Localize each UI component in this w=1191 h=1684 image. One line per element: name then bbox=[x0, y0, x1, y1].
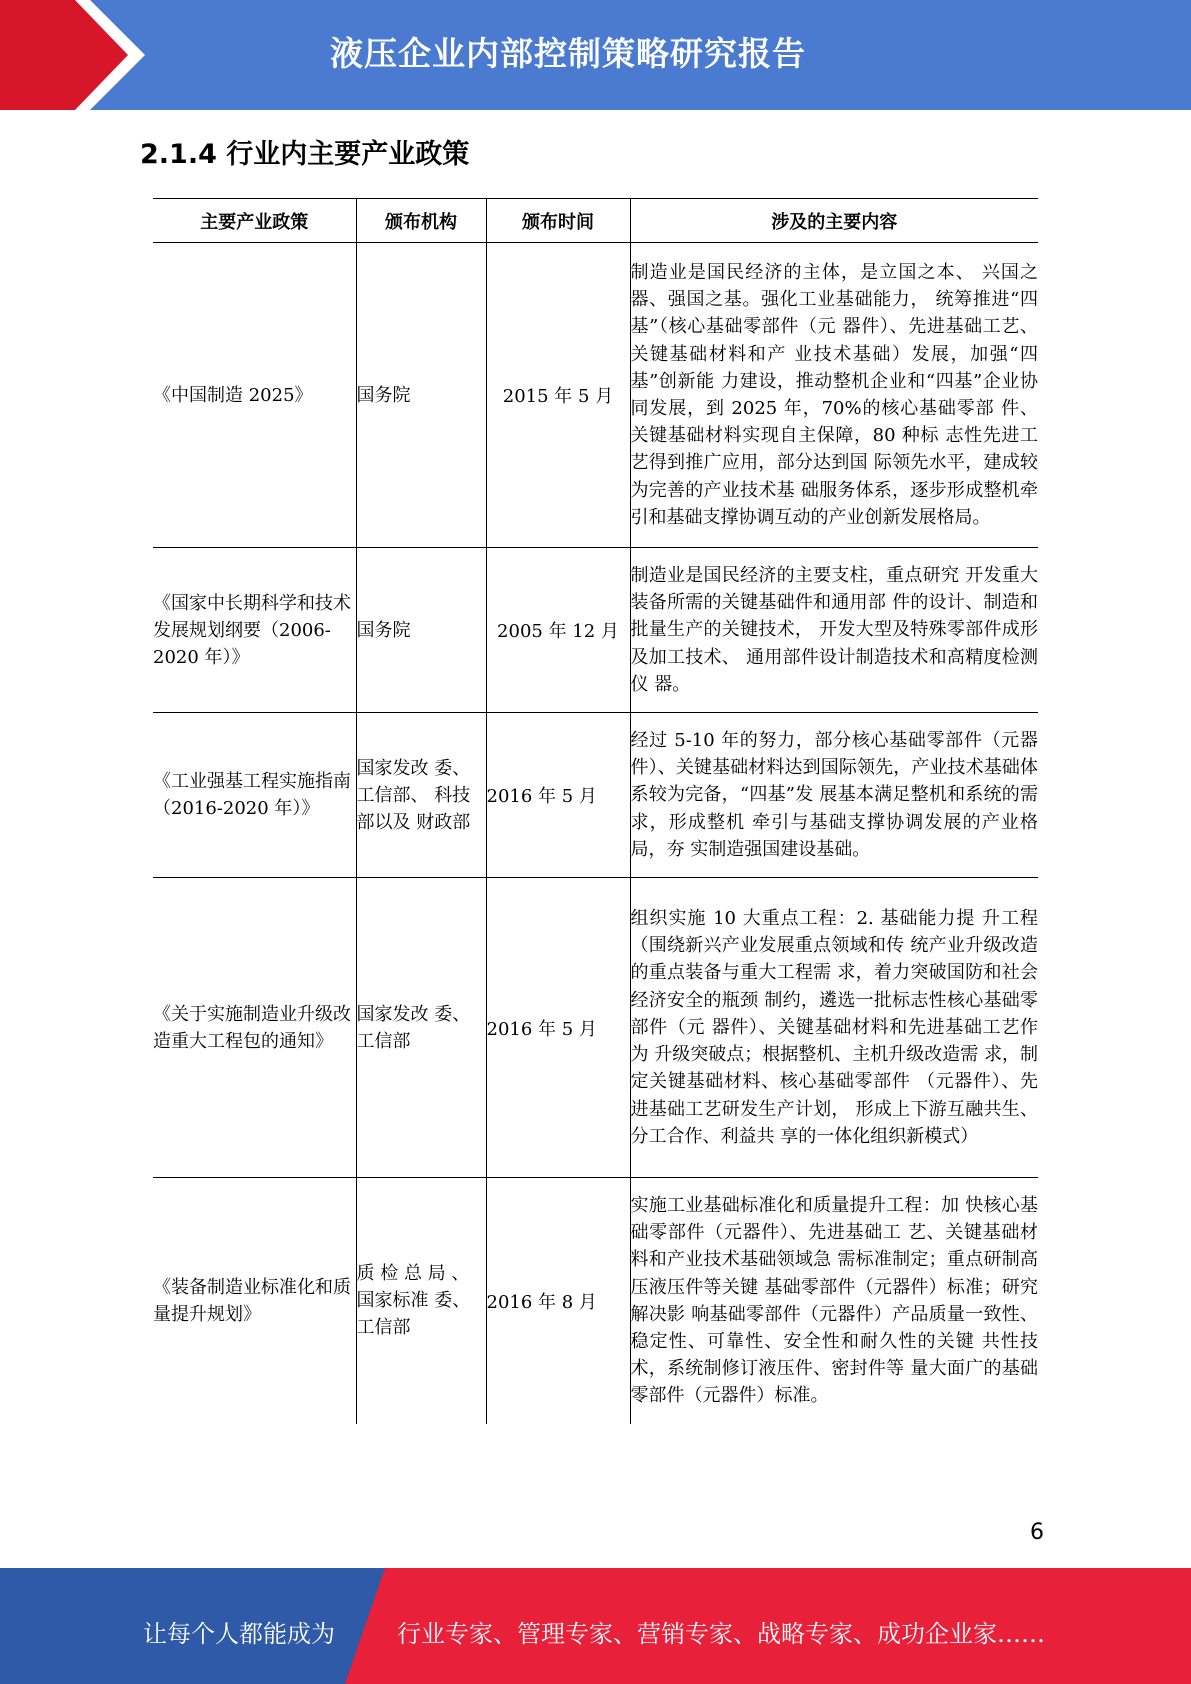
page-number: 6 bbox=[1030, 1520, 1044, 1545]
org-cell: 质 检 总 局 、国家标准 委、工信部 bbox=[356, 1178, 486, 1424]
policy-name-cell: 《中国制造 2025》 bbox=[153, 243, 356, 548]
col-header-date: 颁布时间 bbox=[486, 199, 630, 243]
col-header-policy: 主要产业政策 bbox=[153, 199, 356, 243]
table-row bbox=[153, 878, 1038, 1178]
content-cell: 实施工业基础标准化和质量提升工程：加 快核心基础零部件（元器件）、先进基础工 艺、关键基础材料和产业技术基础领域急 需标准制定；重点研制高压液压件等关键 基础零部件（元器件）标准；研究解决影 响基础零部件（元器件）产品质量一致性、 稳定性、可靠性、安全性和耐久性的关键 共性技术，系统制修订液压件、密封件等 量大面广的基础零部件（元器件）标准。 bbox=[630, 1178, 1038, 1424]
table-row bbox=[153, 713, 1038, 878]
col-header-org: 颁布机构 bbox=[356, 199, 486, 243]
table-row bbox=[153, 548, 1038, 713]
date-cell: 2016 年 5 月 bbox=[486, 878, 630, 1178]
header-chevron-logo bbox=[0, 0, 150, 110]
policy-table bbox=[153, 198, 1038, 1424]
date-cell: 2016 年 5 月 bbox=[486, 713, 630, 878]
policy-name-cell: 《国家中长期科学和技术发展规划纲要（2006-2020 年）》 bbox=[153, 548, 356, 713]
policy-name-cell: 《工业强基工程实施指南（2016-2020 年）》 bbox=[153, 713, 356, 878]
report-title: 液压企业内部控制策略研究报告 bbox=[330, 34, 806, 73]
content-cell: 组织实施 10 大重点工程：2. 基础能力提 升工程（围绕新兴产业发展重点领域和传 统产业升级改造的重点装备与重大工程需 求，着力突破国防和社会经济安全的瓶颈 制约，遴选一批标志性核心基础零部件（元 器件）、关键基础材料和先进基础工艺作为 升级突破点；根据整机、主机升级改造需 求，制定关键基础材料、核心基础零部件 （元器件）、先进基础工艺研发生产计划， 形成上下游互融共生、分工合作、利益共 享的一体化组织新模式） bbox=[630, 878, 1038, 1178]
org-cell: 国家发改 委、工信部 bbox=[356, 878, 486, 1178]
policy-name-cell: 《装备制造业标准化和质量提升规划》 bbox=[153, 1276, 351, 1325]
org-cell: 国务院 bbox=[356, 243, 486, 548]
content-cell: 经过 5-10 年的努力，部分核心基础零部件（元器件）、关键基础材料达到国际领先，产业技术基础体系较为完备，“四基”发 展基本满足整机和系统的需求，形成整机 牵引与基础支撑协调发展的产业格局，夯 实制造强国建设基础。 bbox=[630, 713, 1038, 878]
date-cell: 2005 年 12 月 bbox=[486, 548, 630, 713]
table-header-row bbox=[153, 199, 1038, 243]
content-cell: 制造业是国民经济的主体，是立国之本、 兴国之器、强国之基。强化工业基础能力， 统筹推进“四基”（核心基础零部件（元 器件）、先进基础工艺、关键基础材料和产 业技术基础）发展，加强“四基”创新能 力建设，推动整机企业和“四基”企业协 同发展，到 2025 年，70%的核心基础零部 件、关键基础材料实现自主保障，80 种标 志性先进工艺得到推广应用，部分达到国 际领先水平，建成较为完善的产业技术基 础服务体系，逐步形成整机牵引和基础支撑协调互动的产业创新发展格局。 bbox=[630, 243, 1038, 548]
date-cell: 2016 年 8 月 bbox=[486, 1178, 630, 1424]
org-cell: 国务院 bbox=[356, 548, 486, 713]
footer-slogan-right: 行业专家、管理专家、营销专家、战略专家、成功企业家…… bbox=[397, 1620, 1045, 1648]
col-header-content: 涉及的主要内容 bbox=[630, 199, 1038, 243]
content-cell: 制造业是国民经济的主要支柱，重点研究 开发重大装备所需的关键基础件和通用部 件的设计、制造和批量生产的关键技术， 开发大型及特殊零部件成形及加工技术、 通用部件设计制造技术和高精度检测仪 器。 bbox=[630, 548, 1038, 713]
policy-name-cell: 《关于实施制造业升级改造重大工程包的通知》 bbox=[153, 878, 356, 1178]
org-cell: 国家发改 委、工信部、 科技部以及 财政部 bbox=[356, 713, 486, 878]
date-cell: 2015 年 5 月 bbox=[486, 243, 630, 548]
table-row bbox=[153, 243, 1038, 548]
table-row bbox=[153, 1178, 1038, 1424]
section-heading: 2.1.4 行业内主要产业政策 bbox=[140, 139, 470, 170]
footer-slogan-left: 让每个人都能成为 bbox=[143, 1620, 335, 1648]
